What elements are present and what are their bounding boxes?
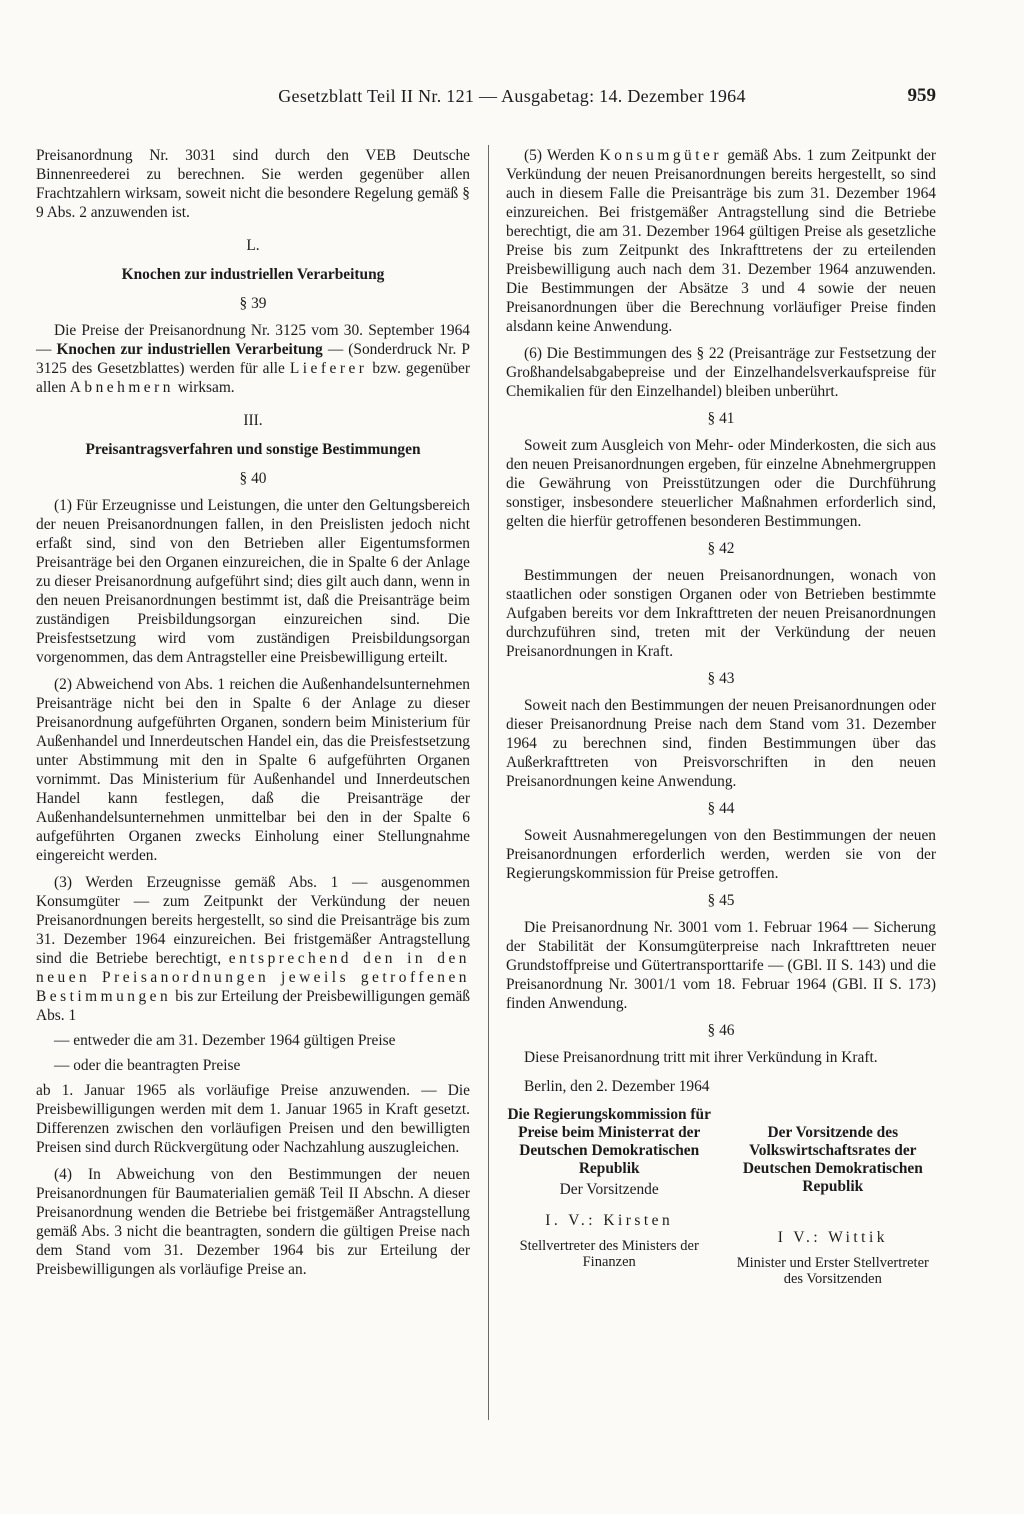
dash-item: — entweder die am 31. Dezember 1964 gültigen Preise (54, 1032, 396, 1049)
section-heading: Knochen zur industriellen Verarbeitung (121, 266, 385, 283)
page-header (0, 86, 1024, 112)
signature-left (506, 1106, 712, 1287)
text-run: entsprechend den in den neuen Preisanordnungen jeweils getroffenen Bestimmungen (36, 950, 470, 1005)
signatory-role: Stellvertreter des Ministers der Finanzen (519, 1238, 699, 1270)
signatory-name: I. V.: Kirsten (545, 1212, 674, 1229)
text-run: gemäß Abs. 1 zum Zeitpunkt der Verkündung der neuen Preisanordnungen bereits hergestellt, so sind auch in diesem Falle die Preisanträge bis zum 31. Dezember 1964 einzureichen. Bei fristgemäßer Antragstellung sind die Betriebe berechtigt, die am 31. Dezember 1964 gültigen Preise als gesetzliche Preise bis zum Zeitpunkt des Inkrafttretens der zu erteilenden Preisbewilligung auch nach dem 31. Dezember 1964 anzuwenden. Die Bestimmungen der Absätze 3 und 4 sowie der neuen Preisanordnungen über die Berechnung vorläufiger Preise finden alsdann keine Anwendung. (506, 147, 937, 335)
left-column (36, 146, 470, 1287)
text-run: bzw. gegenüber allen (36, 360, 470, 396)
page-number: 959 (907, 85, 936, 106)
signatory-name: I V.: Wittik (777, 1229, 888, 1246)
text-run: Lieferer (289, 360, 368, 377)
section-heading: Preisantragsverfahren und sonstige Bestimmungen (85, 441, 421, 458)
signatory-subtitle: Der Vorsitzende (559, 1181, 659, 1198)
dash-item: — oder die beantragten Preise (54, 1057, 241, 1074)
paragraph-number: § 41 (707, 410, 735, 427)
paragraph: (2) Abweichend von Abs. 1 reichen die Außenhandelsunternehmen Preisanträge nicht bei den in Spalte 6 der Anlage zu dieser Preisanordnung aufgeführten Organen, sondern beim Ministerium für Außenhandel und Innerdeutschen Handel ein, das die Preisfestsetzung unter Abstimmung mit den in Spalte 6 aufgeführten Organen vornimmt. Das Ministerium für Außenhandel und Innerdeutschen Handel kann festlegen, daß die Preisanträge der Außenhandelsunternehmen unmittelbar bei den in der Spalte 6 aufgeführten Organen zwecks Einholung einer Stellungnahme eingereicht werden. (36, 676, 470, 864)
text-run: Konsumgüter (599, 147, 722, 164)
text-run: Die Preise der Preisanordnung Nr. 3125 vom 30. September 1964 — (36, 322, 470, 358)
signatory-organization: Der Vorsitzende des Volkswirtschaftsrates der Deutschen Demokratischen Republik (742, 1124, 923, 1195)
text-run: Abnehmern (69, 379, 174, 396)
paragraph-number: § 45 (707, 892, 735, 909)
signature-right (730, 1106, 936, 1287)
signatory-organization: Die Regierungskommission für Preise beim Ministerrat der Deutschen Demokratischen Republik (507, 1106, 711, 1177)
paragraph: Die Preisanordnung Nr. 3001 vom 1. Februar 1964 — Sicherung der Stabilität der Konsumgüterpreise nach Inkrafttreten neuer Grundstoffpreise und Gütertransporttarife — (GBl. II S. 143) und die Preisanordnung Nr. 3001/1 vom 18. Februar 1964 (GBl. II S. 173) finden Anwendung. (506, 919, 936, 1012)
paragraph: (4) In Abweichung von den Bestimmungen der neuen Preisanordnungen für Baumaterialien gemäß Teil II Abschn. A dieser Preisanordnung wenden die Betriebe bei fristgemäßer Antragstellung gemäß Abs. 3 nicht die beantragten, sondern die gültigen Preise nach dem Stand vom 31. Dezember 1964 bis zur Erteilung der Preisbewilligungen als vorläufige Preise an. (36, 1166, 470, 1278)
signature-date: Berlin, den 2. Dezember 1964 (524, 1078, 710, 1095)
paragraph: (1) Für Erzeugnisse und Leistungen, die unter den Geltungsbereich der neuen Preisanordnungen fallen, in den Preislisten jedoch nicht erfaßt sind, sind von den Betrieben aller Eigentumsformen Preisanträge bei den Organen einzureichen, die in Spalte 6 der Anlage zu dieser Preisanordnung aufgeführt sind; dies gilt auch dann, wenn in den neuen Preisanordnungen bestimmt ist, daß die Preisanträge beim zuständigen Preisbildungsorgan einzureichen sind. Die Preisfestsetzung wird vom zuständigen Preisbildungsorgan vorgenommen, das dem Antragsteller eine Preisbewilligung erteilt. (36, 497, 470, 666)
paragraph-number: § 39 (239, 295, 267, 312)
paragraph-number: § 40 (239, 470, 267, 487)
running-title: Gesetzblatt Teil II Nr. 121 — Ausgabetag: 14. Dezember 1964 (278, 86, 746, 106)
paragraph: Soweit nach den Bestimmungen der neuen Preisanordnungen oder dieser Preisanordnung Preise nach dem Stand vom 31. Dezember 1964 zu berechnen sind, finden Bestimmungen über das Außerkrafttreten von Preisvorschriften in den neuen Preisanordnungen keine Anwendung. (506, 697, 936, 790)
paragraph: Diese Preisanordnung tritt mit ihrer Verkündung in Kraft. (524, 1049, 878, 1066)
paragraph-number: § 43 (707, 670, 735, 687)
paragraph-number: § 46 (707, 1022, 735, 1039)
text-run: wirksam. (177, 379, 235, 396)
right-column (506, 146, 936, 1287)
paragraph (36, 321, 470, 397)
paragraph: Soweit zum Ausgleich von Mehr- oder Minderkosten, die sich aus den neuen Preisanordnungen ergeben, für einzelne Abnehmergruppen die Gewährung von Preisstützungen oder die Durchführung sonstiger, insbesondere steuerlicher Maßnahmen erforderlich sind, gelten die hierfür getroffenen besonderen Bestimmungen. (506, 437, 936, 530)
paragraph: (6) Die Bestimmungen des § 22 (Preisanträge zur Festsetzung der Großhandelsabgabepreise und der Einzelhandelsverkaufspreise für Chemikalien für den Einzelhandel) bleiben unberührt. (506, 345, 936, 400)
text-run: bis zur Erteilung der Preisbewilligungen gemäß Abs. 1 (36, 988, 470, 1024)
column-divider (488, 145, 489, 1420)
paragraph (506, 146, 936, 336)
text-run: (5) Werden (524, 147, 595, 164)
text-run: (3) Werden Erzeugnisse gemäß Abs. 1 — ausgenommen Konsumgüter — zum Zeitpunkt der Verkündung der neuen Preisanordnungen bereits hergestellt, so sind die Preisanträge bis zum 31. Dezember 1964 einzureichen. Bei fristgemäßer Antragstellung sind die Betriebe berechtigt, (36, 874, 470, 967)
text-run: Knochen zur industriellen Verarbeitung (56, 341, 323, 358)
signature-block (506, 1106, 936, 1287)
paragraph: Preisanordnung Nr. 3031 sind durch den VEB Deutsche Binnenreederei zu berechnen. Sie werden gegenüber allen Frachtzahlern wirksam, soweit nicht die besondere Regelung gemäß § 9 Abs. 2 anzuwenden ist. (36, 147, 470, 221)
paragraph-number: § 42 (707, 540, 735, 557)
section-number: III. (243, 412, 263, 429)
text-run: — (Sonderdruck Nr. P 3125 des Gesetzblattes) werden für alle (36, 341, 470, 377)
section-number: L. (246, 237, 260, 254)
paragraph: Bestimmungen der neuen Preisanordnungen, wonach von staatlichen oder sonstigen Organen oder von Betrieben bestimmte Aufgaben bereits vor dem Inkrafttreten der neuen Preisanordnungen durchzuführen sind, treten mit der Verkündung der neuen Preisanordnungen in Kraft. (506, 567, 936, 660)
signatory-role: Minister und Erster Stellvertreter des Vorsitzenden (736, 1255, 929, 1287)
paragraph: ab 1. Januar 1965 als vorläufige Preise anzuwenden. — Die Preisbewilligungen werden mit dem 1. Januar 1965 in Kraft gesetzt. Differenzen zwischen den vorläufigen Preisen und den bewilligten Preisen sind durch Rückvergütung oder Nachzahlung auszugleichen. (36, 1082, 470, 1156)
paragraph: Soweit Ausnahmeregelungen von den Bestimmungen der neuen Preisanordnungen erforderlich werden, werden sie von der Regierungskommission für Preise getroffen. (506, 827, 936, 882)
paragraph (36, 873, 470, 1025)
paragraph-number: § 44 (707, 800, 735, 817)
